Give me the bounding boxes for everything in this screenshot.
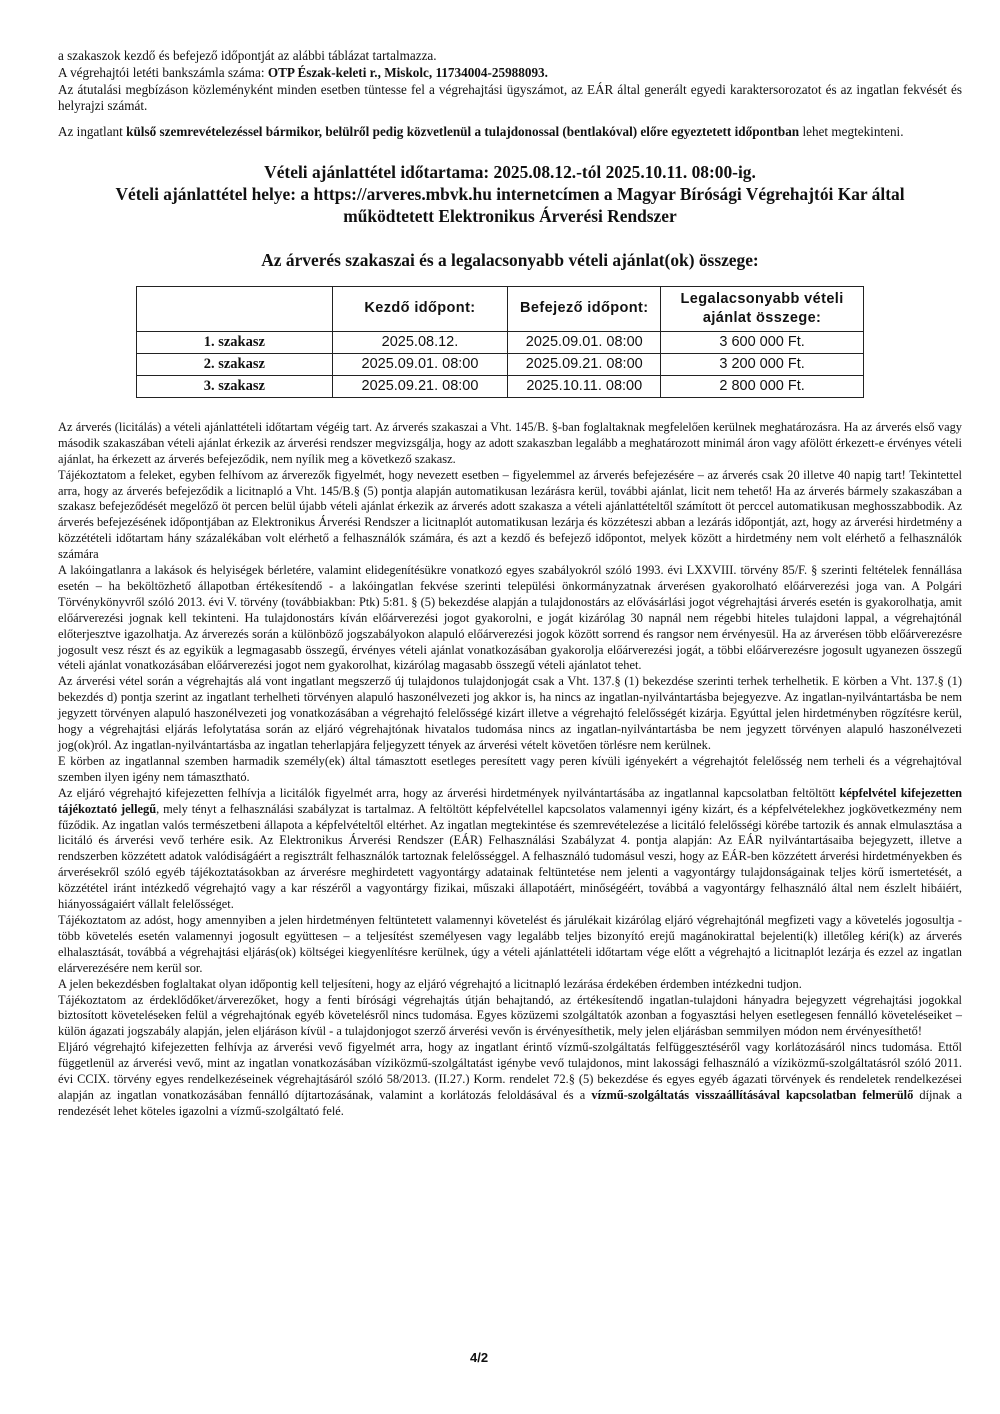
phase-min-offer: 2 800 000 Ft.	[661, 375, 864, 397]
phase-label: 2. szakasz	[137, 353, 333, 375]
viewing-note-bold: külső szemrevételezéssel bármikor, belülről pedig közvetlenül a tulajdonossal (bentlakóval) előre egyeztetett időpontban	[126, 124, 800, 140]
bank-account-value: OTP Észak-keleti r., Miskolc, 11734004-25988093.	[267, 64, 548, 80]
phase-end: 2025.09.21. 08:00	[508, 353, 661, 375]
photo-disclaimer-part2: , mely tényt a felhasználási szabályzat is tartalmaz. A feltöltött képfelvétellel kapcsolatos valamennyi igény kizárt, és a képfelvételekhez jogkövetkezmény nem fűződik. Az ingatlan valós természetbeni állapota a képfelvételtől eltérhet. Az ingatlan megtekintése és szemrevételezése a licitáló felelősségi körébe tartozik és annak elmulasztása a licitáló és árverési vevő terhére esik. Az Elektronikus Árverési Rendszer (EÁR) Felhasználási Szabályzat 4. pontja alapján: Az EÁR nyilvántartásaiba bejegyzett, illetve a rendszerben közzétett adatok valódiságáért a regisztrált felhasználók tartoznak felelősséggel. A felhasználó tudomásul veszi, hogy az EÁR-ben közzétett árverési hirdetményekben és árverésekről szóló egyéb tájékoztatásokban az árverésre meghirdetett vagyontárgy adatainak feltüntetése nem jelenti a vagyontárgy tulajdonságainak teljes körű ismertetését, a közzététel iránt intézkedő végrehajtó vagy a kar részéről a vagyontárgy fizikai, műszaki állapotáért, minőségéért, továbbá a vagyontárgy felhasználó által nem észlelt hibáiért, hiányosságaiért vállalt felelősséget.	[58, 801, 962, 912]
table-row	[137, 331, 864, 353]
water-service-part1: Eljáró végrehajtó kifejezetten felhívja az árverési vevő figyelmét arra, hogy az ingatlant érintő vízmű-szolgáltatás felfüggesztéséről vagy korlátozásáról nincs tudomása. Ettől függetlenül az árverési vevő, mint az ingatlan vonatkozásában víziközmű-szolgáltatást igénybe vevő tulajdonos, mint lakossági felhasználó a víziközmű-szolgáltatásról szóló 2011. évi CCIX. törvény egyes rendelkezéseinek végrehajtásáról szóló 58/2013. (II.27.) Korm. rendelet 72.§ (5) bekezdése és egyes egyéb ágazati törvények és rendeletek rendelkezései alapján az ingatlan vonatkozásában fennálló díjtartozásának, valamint a korlátozás feloldásával és a	[58, 1040, 962, 1102]
paragraph-encumbrances: Az árverési vétel során a végrehajtás alá vont ingatlant megszerző új tulajdonos tulajdonjogát csak a Vht. 137.§ (1) bekezdése szerinti terhek terhelhetik. E körben a Vht. 137.§ (1) bekezdés d) pontja szerint az ingatlant terhelheti törvényen alapuló haszonélvezeti jog akkor is, ha nincs az ingatlan-nyilvántartásba bejegyezve. Az ingatlan-nyilvántartásba be nem jegyzett törvényen alapuló haszonélvezeti jog vonatkozásában a végrehajtó felelősségé kizárt illetve a végrehajtó felelősségét kizárja. Egyúttal jelen hirdetményben rögzítésre kerül, hogy a végrehajtási eljárás lefolytatása során az eljáró végrehajtónak hivatalos tudomása nincs az ingatlan-nyilvántartásba be nem jegyzett törvényen alapuló haszonélvezeti jog(ok)ról. Az ingatlan-nyilvántartásba az ingatlan teherlapjára feljegyzett tények az árverési vételt követően törlésre nem kerülnek.	[58, 674, 962, 753]
table-header-row	[137, 286, 864, 331]
paragraph-preemption-rights: A lakóingatlanra a lakások és helyiségek bérletére, valamint elidegenítésükre vonatkozó egyes szabályokról szóló 1993. évi LXXVIII. törvény 85/F. § szerinti feltételek fennállása esetén – ha beköltözhető állapotban értékesítendő - a lakóingatlan fekvése szerinti települési önkormányzatnak árverésen gyakorolható előárverezési joga van. A Polgári Törvénykönyvről szóló 2013. évi V. törvény (továbbiakban: Ptk) 5:81. § (5) bekezdése alapján a tulajdonostárs az elővásárlási jogot végrehajtási árverés esetén is gyakorolhatja, amit előárverezési jognak kell tekinteni. Ha tulajdonostárs kíván előárverezési jogot gyakorolni, e jogát kizárólag 30 napnál nem régebbi hiteles tulajdoni lappal, a végrehajtónál előterjesztve igazolhatja. Az árverezés során a különböző jogszabályokon alapuló előárverezési jogok között sorrend és rangsor nem érvényesül. Ha az árverésen több előárverezésre jogosult vesz részt és az egyikük a legmagasabb összegű, érvényes vételi ajánlat vonatkozásában gyakorolja előárverezési jogát, a többi előárverezésre jogosult ugyanezen összegű vételi ajánlat vonatkozásában előárverezési jogot nem gyakorolhat, kizárólag magasabb összegű vételi ajánlatot tehet.	[58, 563, 962, 673]
offer-place-headline: Vételi ajánlattétel helye: a https://arveres.mbvk.hu internetcímen a Magyar Bírósági Végrehajtói Kar által működtetett Elektronikus Árverési Rendszer	[115, 183, 905, 226]
paragraph-notice-to-parties: Tájékoztatom a feleket, egyben felhívom az árverezők figyelmét, hogy nevezett esetben – figyelemmel az árverés befejezésére – az árverés csak 20 illetve 40 napig tart! Tekintettel arra, hogy az árverés befejeződik a licitnapló a Vht. 145/B.§ (5) pontja alapján automatikusan lezárásra kerül, további ajánlat, licit nem tehető! Ha az árverés bármely szakaszában a szakasz befejeződését megelőző öt percen belül újabb vételi ajánlat érkezik az árverés adott szakasza a vételi ajánlattételtől számított öt perccel automatikusan meghosszabbodik. Az árverés befejezésének időpontjában az Elektronikus Árverési Rendszer a licitnaplót automatikusan lezárja és közzéteszi abban a lezárás időpontját, azt, hogy az árverési hirdetmény a közzétételi időtartam hány százalékában volt elérhető a felhasználók számára, és azt a kezdő és befejező időpontot, melyek között a hirdetmény nem volt elérhető a felhasználók számára	[58, 467, 962, 562]
phase-end: 2025.10.11. 08:00	[508, 375, 661, 397]
phase-start: 2025.09.21. 08:00	[332, 375, 508, 397]
offer-period-headline: Vételi ajánlattétel időtartama: 2025.08.12.-tól 2025.10.11. 08:00-ig.	[264, 161, 756, 182]
transfer-note: Az átutalási megbízáson közleményként minden esetben tüntesse fel a végrehajtási ügyszámot, az EÁR által generált egyedi karaktersorozatot és az ingatlan fekvését és helyrajzi számát.	[58, 81, 962, 114]
table-header-empty	[137, 286, 333, 331]
phase-start: 2025.08.12.	[332, 331, 508, 353]
phase-label: 1. szakasz	[137, 331, 333, 353]
photo-disclaimer-part1: Az eljáró végrehajtó kifejezetten felhívja a licitálók figyelmét arra, hogy az árverési hirdetmények nyilvántartásába az ingatlannal kapcsolatban feltöltött	[58, 785, 840, 800]
paragraph-utility-claims: Tájékoztatom az érdeklődőket/árverezőket, hogy a fenti bírósági végrehajtás útján behajtandó, az értékesítendő ingatlan-tulajdoni hányadra bejegyzett végrehajtási jogokkal biztosított követeléseken felül a végrehajtónak egyéb követelésről nincs tudomása. Egyes közüzemi szolgáltatók azonban a fogyasztási helyen esetlegesen fennálló követeléseiket – külön ágazati jogszabály alapján, jelen eljáráson kívül - a tulajdonjogot szerző árverési vevőn is érvényesíthetik, mely jelen eljárásban semmilyen módon nem érvényesíthető!	[58, 992, 962, 1039]
photo-disclaimer-bold: képfelvétel kifejezetten tájékoztató jellegű	[58, 785, 962, 816]
table-header-min-offer: Legalacsonyabb vételi ajánlat összege:	[661, 286, 864, 331]
bank-account-label: A végrehajtói letéti bankszámla száma:	[58, 64, 268, 80]
paragraph-debtor-notice: Tájékoztatom az adóst, hogy amennyiben a jelen hirdetményen feltüntetett valamennyi követelést és járulékait kizárólag eljáró végrehajtónál megfizeti vagy a követelés jogosultja - több követelés esetén valamennyi jogosult együttesen – a teljesítést személyesen vagy legalább teljes bizonyító erejű magánokirattal bejelenti(k) illetőleg kéri(k) az árverés elhalasztását, továbbá a végrehajtási eljárás(ok) költségei kiegyenlítésre kerülnek, úgy a vételi ajánlattételi időtartam vége előtt a végrehajtó a licitnaplót lezárja és ezzel az ingatlan elárverezésére nem kerül sor.	[58, 912, 962, 975]
paragraph-water-service	[58, 1040, 962, 1120]
phase-min-offer: 3 200 000 Ft.	[661, 353, 864, 375]
viewing-note-suffix: lehet megtekinteni.	[799, 124, 904, 140]
intro-line: a szakaszok kezdő és befejező időpontját az alábbi táblázat tartalmazza.	[58, 48, 437, 63]
intro-section	[58, 48, 962, 141]
paragraph-auction-duration: Az árverés (licitálás) a vételi ajánlattételi időtartam végéig tart. Az árverés szakaszai a Vht. 145/B. §-ban foglaltaknak megfelelően kerülnek meghatározásra. Ha az árverés első vagy második szakaszában vételi ajánlat érkezik az árverési rendszer megvizsgálja, hogy az adott szakaszban legalább a meghatározott minimál áron vagy afölött érkezett-e érvényes vételi ajánlat, ha érkezett az árverés befejeződik, nem nyílik meg a következő szakasz.	[58, 419, 962, 466]
paragraph-photo-disclaimer	[58, 786, 962, 913]
water-service-part2: díjnak a rendezését lehet köteles igazolni a vízmű-szolgáltató felé.	[58, 1087, 963, 1118]
table-row	[137, 353, 864, 375]
phase-label: 3. szakasz	[137, 375, 333, 397]
body-text	[58, 420, 962, 1120]
phase-end: 2025.09.01. 08:00	[508, 331, 661, 353]
table-title: Az árverés szakaszai és a legalacsonyabb vételi ajánlat(ok) összege:	[261, 249, 759, 270]
viewing-note-prefix: Az ingatlant	[58, 124, 127, 140]
phase-start: 2025.09.01. 08:00	[332, 353, 508, 375]
table-row	[137, 375, 864, 397]
paragraph-third-party-claims: E körben az ingatlannal szemben harmadik személy(ek) által támasztott esetleges peresített vagy peren kívüli igényekért a végrehajtót felelősség nem terheli és a végrehajtóval szemben ilyen igény nem támasztható.	[58, 753, 962, 784]
viewing-note	[58, 124, 962, 141]
auction-phases-table	[136, 286, 864, 398]
phase-min-offer: 3 600 000 Ft.	[661, 331, 864, 353]
table-header-start: Kezdő időpont:	[332, 286, 508, 331]
bank-account-line	[58, 65, 962, 82]
paragraph-deadline: A jelen bekezdésben foglaltakat olyan időpontig kell teljesíteni, hogy az eljáró végrehajtó a licitnapló lezárása érdekében érdemben intézkedni tudjon.	[58, 976, 802, 991]
table-header-end: Befejező időpont:	[508, 286, 661, 331]
page-number: 4/2	[470, 1350, 489, 1365]
water-service-bold: vízmű-szolgáltatás visszaállításával kapcsolatban felmerülő	[591, 1087, 914, 1102]
